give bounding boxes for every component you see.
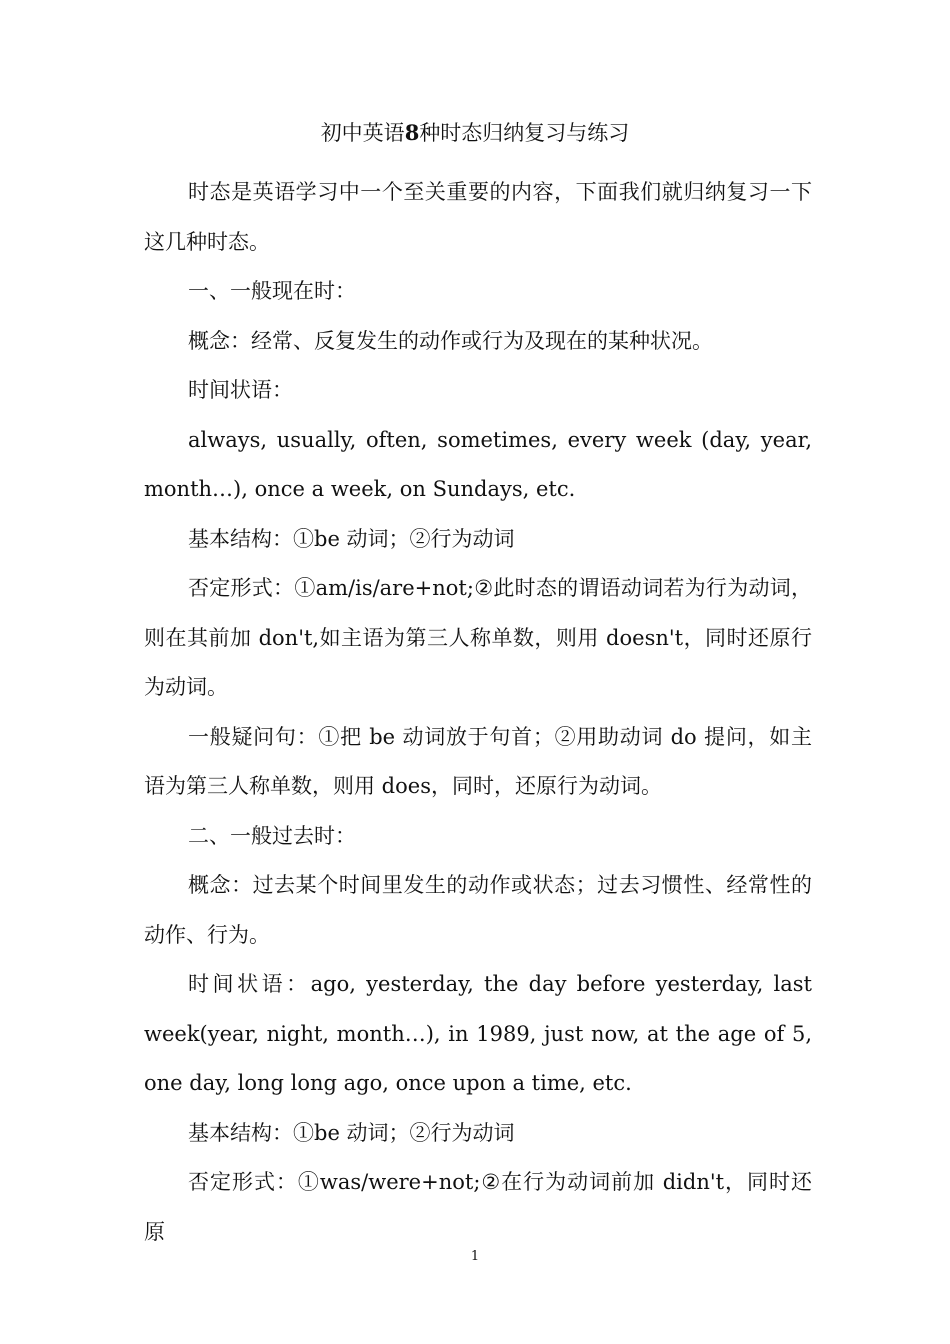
past-concept-paragraph: 概念：过去某个时间里发生的动作或状态；过去习惯性、经常性的动作、行为。 xyxy=(144,873,812,947)
time-adverbial-list: always, usually, often, sometimes, every week (day, year, month…), once a week, on Sundays, etc. xyxy=(144,427,812,501)
basic-structure-paragraph: 基本结构：①be 动词；②行为动词 xyxy=(188,526,515,551)
document-body xyxy=(144,168,812,1257)
document-title xyxy=(0,117,950,149)
past-negative-form-paragraph: 否定形式：①was/were+not;②在行为动词前加 didn't，同时还原 xyxy=(144,1170,812,1244)
section-heading-simple-present: 一、一般现在时： xyxy=(188,279,356,303)
concept-paragraph: 概念：经常、反复发生的动作或行为及现在的某种状况。 xyxy=(188,328,713,353)
page-number: 1 xyxy=(470,1249,480,1264)
time-adverbial-label: 时间状语： xyxy=(188,378,293,402)
past-time-adverbial-paragraph: 时间状语：ago, yesterday, the day before yesterday, last week(year, night, month…), in 1989, just now, at the age of 5, one day, long long ago, once upon a time, etc. xyxy=(144,972,812,1095)
title-number: 8 xyxy=(404,120,420,145)
intro-paragraph: 时态是英语学习中一个至关重要的内容，下面我们就归纳复习一下这几种时态。 xyxy=(144,180,812,254)
title-suffix: 种时态归纳复习与练习 xyxy=(419,121,630,145)
past-basic-structure-paragraph: 基本结构：①be 动词；②行为动词 xyxy=(188,1120,515,1145)
title-prefix: 初中英语 xyxy=(320,121,405,145)
negative-form-paragraph: 否定形式：①am/is/are+not;②此时态的谓语动词若为行为动词，则在其前加 don't,如主语为第三人称单数，则用 doesn't，同时还原行为动词。 xyxy=(144,576,812,699)
section-heading-simple-past: 二、一般过去时： xyxy=(188,823,356,848)
question-form-paragraph: 一般疑问句：①把 be 动词放于句首；②用助动词 do 提问，如主语为第三人称单数，则用 does，同时，还原行为动词。 xyxy=(144,724,812,798)
